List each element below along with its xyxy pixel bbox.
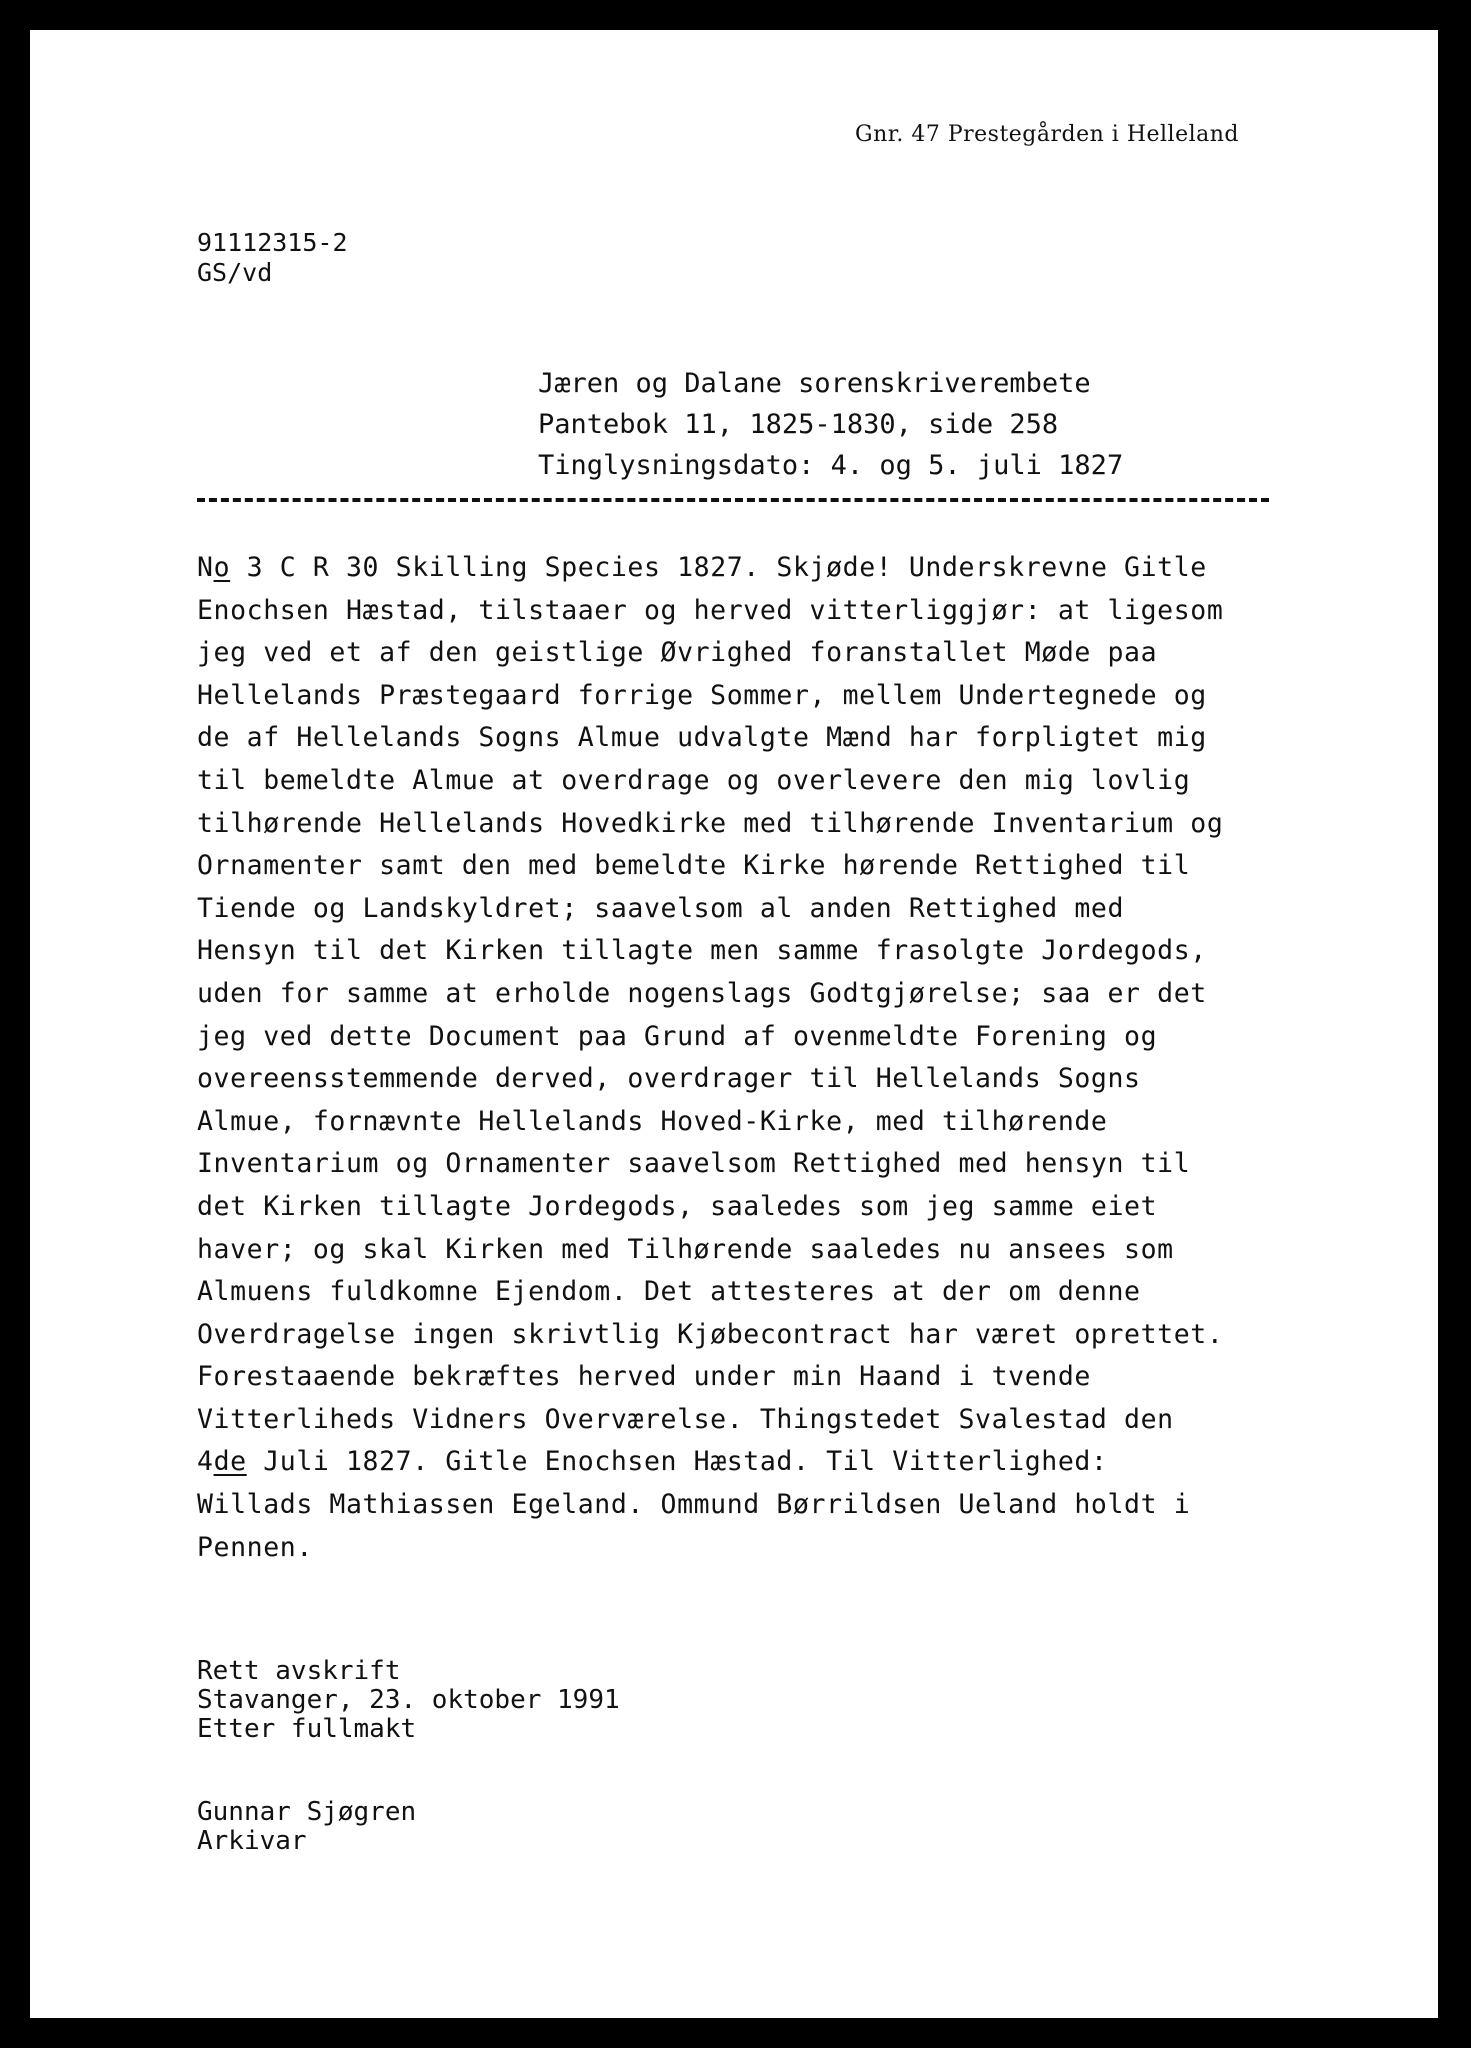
body-line: Overdragelse ingen skrivtlig Kjøbecontract har været oprettet. [197,1318,1224,1350]
body-line: Tiende og Landskyldret; saavelsom al anden Rettighed med [197,892,1125,924]
dashed-separator [197,498,1269,502]
body-line: det Kirken tillagte Jordegods, saaledes som jeg samme eiet [197,1190,1158,1222]
body-line: haver; og skal Kirken med Tilhørende saaledes nu ansees som [197,1233,1174,1265]
authority-text: Etter fullmakt [197,1714,417,1744]
body-line: til bemeldte Almue at overdrage og overlevere den mig lovlig [197,764,1191,796]
document-page [30,30,1438,2018]
body-line: overeensstemmende derved, overdrager til Hellelands Sogns [197,1063,1141,1095]
certification-text: Rett avskrift [197,1656,401,1686]
source-block [538,363,1123,486]
body-line: Hensyn til det Kirken tillagte men samme frasolgte Jordegods, [197,935,1207,967]
body-line: Almue, fornævnte Hellelands Hoved-Kirke, med tilhørende [197,1105,1108,1137]
case-number: 91112315-2 [197,228,348,257]
body-line: Ornamenter samt den med bemeldte Kirke hørende Rettighed til [197,850,1191,882]
body-line: Enochsen Hæstad, tilstaaer og herved vitterliggjør: at ligesom [197,594,1224,626]
body-line: Almuens fuldkomne Ejendom. Det attesteres at der om denne [197,1276,1141,1308]
body-line: Willads Mathiassen Egeland. Ommund Børrildsen Ueland holdt i [197,1489,1191,1521]
body-line: jeg ved et af den geistlige Øvrighed foranstallet Møde paa [197,637,1158,669]
body-line: Pennen. [197,1531,313,1563]
initials: GS/vd [197,258,273,287]
source-office: Jæren og Dalane sorenskriverembete [538,368,1091,399]
reference-block [197,228,348,288]
place-date: Stavanger, 23. oktober 1991 [197,1685,620,1715]
body-line: Hellelands Præstegaard forrige Sommer, mellem Undertegnede og [197,679,1207,711]
body-line: Forestaaende bekræftes herved under min Haand i tvende [197,1361,1091,1393]
signatory-block [197,1798,416,1856]
farm-reference: Gnr. 47 Prestegården i Helleland [855,122,1240,147]
signatory-title: Arkivar [197,1826,307,1856]
transcription-body [197,547,1223,1569]
source-book: Pantebok 11, 1825-1830, side 258 [538,409,1059,440]
certification-block [197,1657,620,1744]
body-line: tilhørende Hellelands Hovedkirke med tilhørende Inventarium og [197,807,1224,839]
body-line: No 3 C R 30 Skilling Species 1827. Skjøde! Underskrevne Gitle [197,552,1207,583]
body-line: Vitterliheds Vidners Overværelse. Thingstedet Svalestad den [197,1403,1174,1435]
body-line: Inventarium og Ornamenter saavelsom Rettighed med hensyn til [197,1148,1191,1180]
body-line: de af Hellelands Sogns Almue udvalgte Mænd har forpligtet mig [197,722,1207,754]
body-line: 4de Juli 1827. Gitle Enochsen Hæstad. Til Vitterlighed: [197,1446,1108,1478]
registration-date: Tinglysningsdato: 4. og 5. juli 1827 [538,450,1124,481]
body-line: uden for samme at erholde nogenslags Godtgjørelse; saa er det [197,977,1207,1009]
body-line: jeg ved dette Document paa Grund af ovenmeldte Forening og [197,1020,1158,1052]
signatory-name: Gunnar Sjøgren [197,1797,417,1827]
